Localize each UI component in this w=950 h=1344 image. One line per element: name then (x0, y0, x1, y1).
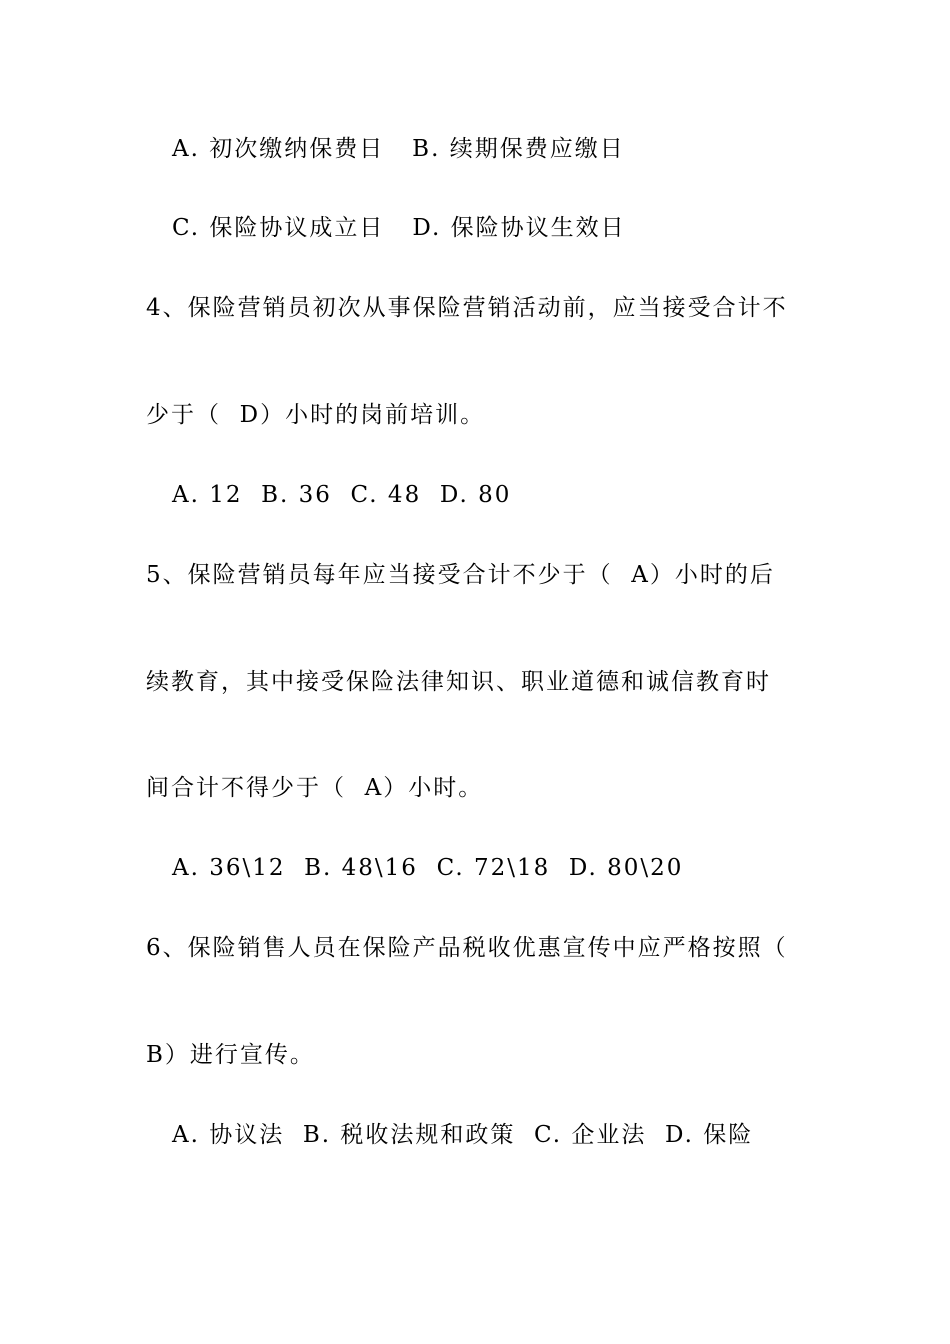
q4-options: A. 12 B. 36 C. 48 D. 80 (172, 482, 512, 508)
q5-text-line-3: 间合计不得少于（ A）小时。 (146, 775, 484, 801)
q6-text-line-1: 6、保险销售人员在保险产品税收优惠宣传中应严格按照（ (146, 935, 788, 961)
q5-options: A. 36\12 B. 48\16 C. 72\18 D. 80\20 (172, 855, 684, 881)
q3-options-line-1: A. 初次缴纳保费日 B. 续期保费应缴日 (172, 136, 625, 162)
q4-text-line-2: 少于（ D）小时的岗前培训。 (146, 402, 486, 428)
q3-options-line-2: C. 保险协议成立日 D. 保险协议生效日 (172, 215, 626, 241)
q5-text-line-1: 5、保险营销员每年应当接受合计不少于（ A）小时的后 (146, 562, 775, 588)
q6-options: A. 协议法 B. 税收法规和政策 C. 企业法 D. 保险 (172, 1122, 754, 1148)
q6-text-line-2: B）进行宣传。 (146, 1042, 315, 1068)
q4-text-line-1: 4、保险营销员初次从事保险营销活动前，应当接受合计不 (146, 295, 788, 321)
q5-text-line-2: 续教育，其中接受保险法律知识、职业道德和诚信教育时 (146, 669, 771, 695)
